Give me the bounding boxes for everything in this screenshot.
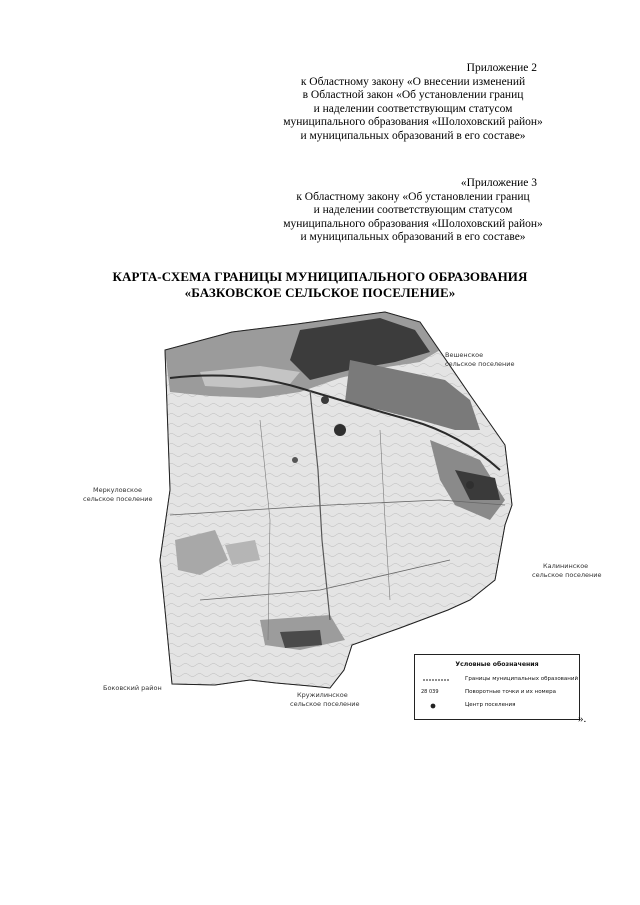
legend-label: Центр поселения	[465, 702, 516, 708]
legend-item-center	[421, 701, 576, 711]
neighbor-name: Кружилинское	[297, 691, 348, 699]
neighbor-label-merkulovskoe	[83, 486, 153, 503]
neighbor-name: Калининское	[543, 562, 589, 570]
appendix-2-line: и муниципальных образований в его составе»	[300, 129, 526, 142]
map-title-line2: «БАЗКОВСКОЕ СЕЛЬСКОЕ ПОСЕЛЕНИЕ»	[184, 285, 456, 300]
legend-item-turning-point	[421, 688, 576, 698]
neighbor-type: сельское поселение	[532, 571, 602, 579]
appendix-2-line: и наделении соответствующим статусом	[313, 102, 513, 115]
map-legend	[414, 654, 580, 720]
neighbor-name: Вешенское	[445, 351, 484, 359]
turning-point-code: 28 039	[421, 689, 439, 695]
neighbor-type: сельское поселение	[83, 495, 153, 503]
map-title	[0, 269, 640, 301]
neighbor-type: сельское поселение	[290, 700, 360, 708]
appendix-3-line: и наделении соответствующим статусом	[313, 204, 513, 216]
legend-label: Границы муниципальных образований	[465, 676, 579, 682]
neighbor-label-vesheskoe	[445, 351, 515, 368]
neighbor-name: Меркуловское	[93, 486, 142, 494]
appendix-2-line: муниципального образования «Шолоховский район»	[283, 116, 543, 128]
appendix-3-line: муниципального образования «Шолоховский район»	[283, 217, 543, 230]
appendix-3-line: к Областному закону «Об установлении границ	[296, 190, 530, 203]
appendix-3-header	[163, 177, 583, 245]
map-title-line1: КАРТА-СХЕМА ГРАНИЦЫ МУНИЦИПАЛЬНОГО ОБРАЗОВАНИЯ	[112, 269, 528, 284]
closing-mark: ».	[578, 713, 587, 725]
appendix-2-line: в Областной закон «Об установлении границ	[302, 89, 524, 101]
legend-item-boundary	[421, 675, 579, 685]
neighbor-type: сельское поселение	[445, 360, 515, 368]
settlement-center-icon	[421, 701, 451, 711]
legend-label: Поворотные точки и их номера	[465, 689, 556, 695]
neighbor-label-bokovsky: Боковский район	[103, 684, 162, 692]
appendix-3-line: и муниципальных образований в его составе»	[300, 231, 526, 243]
neighbor-label-kruzhilinskoe	[290, 691, 360, 708]
neighbor-label-kalininskoe	[532, 562, 602, 579]
appendix-2-header	[163, 62, 583, 143]
appendix-3-title: «Приложение 3	[460, 177, 537, 189]
legend-title: Условные обозначения	[455, 661, 539, 668]
boundary-line-icon	[421, 675, 451, 685]
appendix-2-title: Приложение 2	[466, 62, 537, 74]
appendix-2-line: к Областному закону «О внесении изменений	[300, 75, 526, 88]
